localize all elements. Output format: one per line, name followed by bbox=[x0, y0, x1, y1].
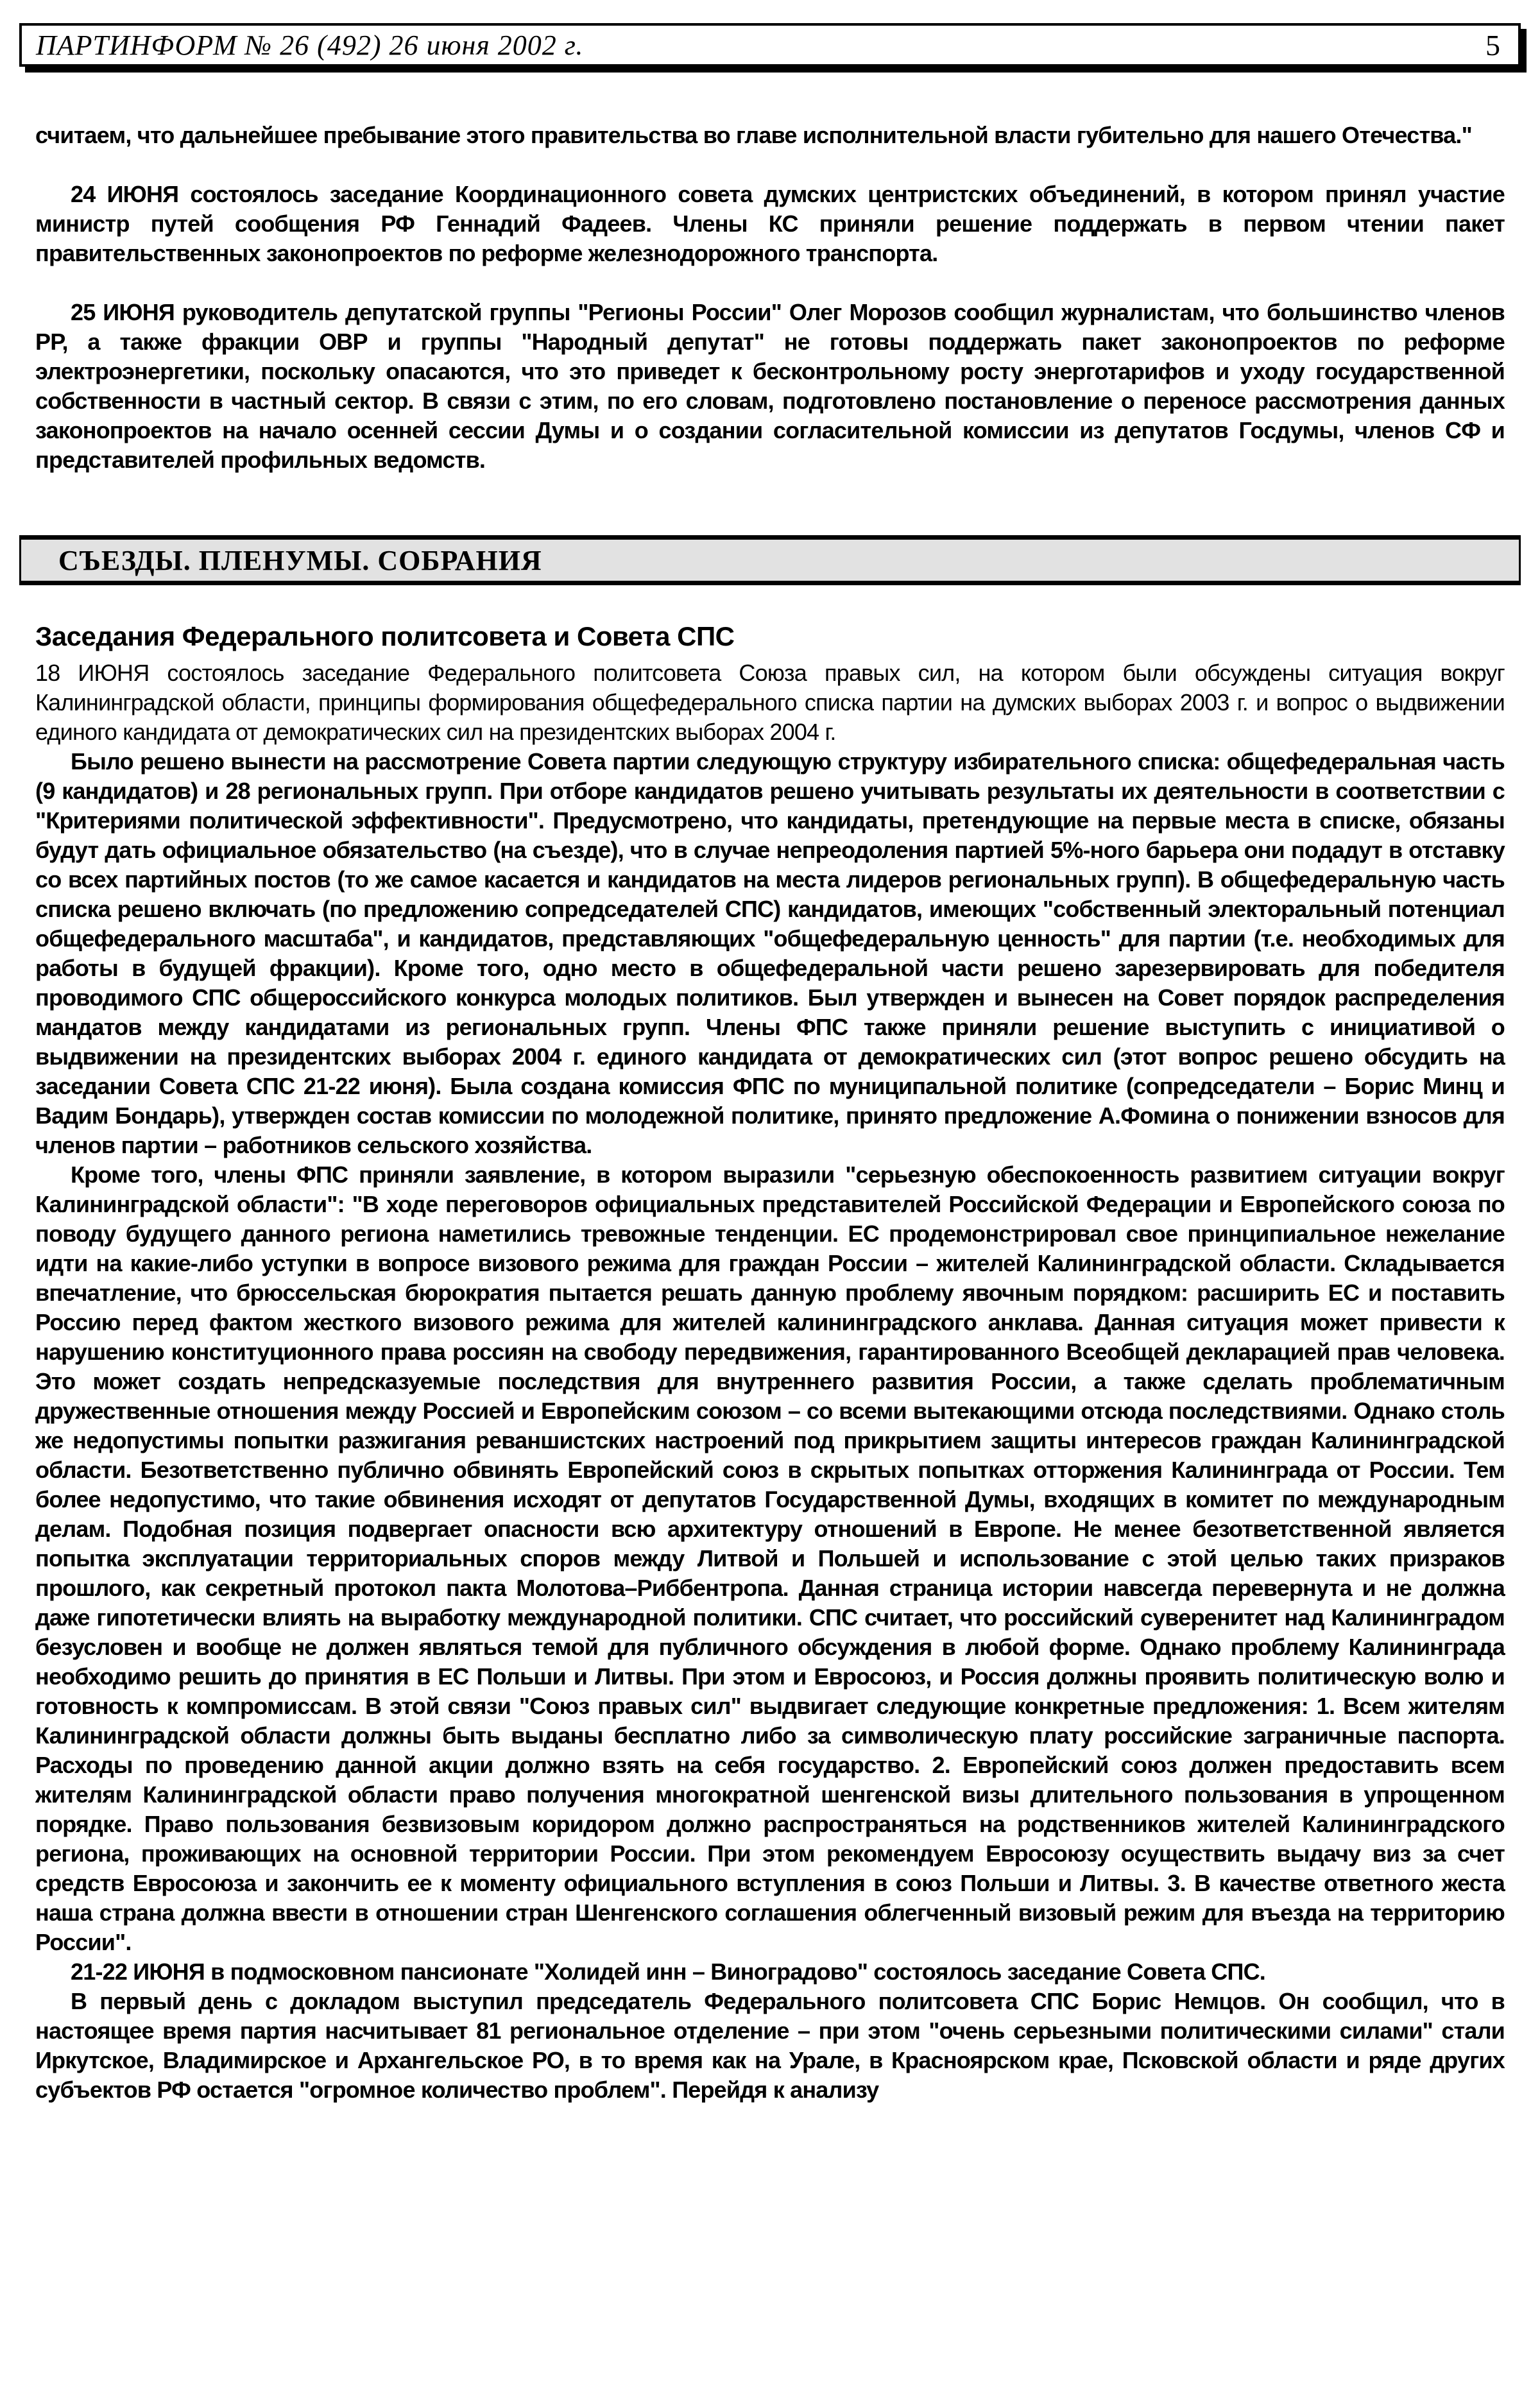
paragraph-june21-22: 21-22 ИЮНЯ в подмосковном пансионате "Холидей инн – Виноградово" состоялось заседание Совета СПС. bbox=[71, 1958, 1265, 1985]
section-title: СЪЕЗДЫ. ПЛЕНУМЫ. СОБРАНИЯ bbox=[58, 544, 542, 576]
masthead bbox=[19, 23, 1521, 67]
article bbox=[19, 621, 1521, 2105]
page-number: 5 bbox=[1485, 28, 1500, 62]
article-heading: Заседания Федерального политсовета и Совета СПС bbox=[35, 621, 735, 651]
section-banner bbox=[19, 535, 1521, 585]
paragraph-decision: Было решено вынести на рассмотрение Совета партии следующую структуру избирательного списка: общефедеральная часть (9 кандидатов) и 28 региональных групп. При отборе кандидатов решено учитывать результаты их деятельности в соответствии с "Критериями политической эффективности". Предусмотрено, что кандидаты, претендующие на первые места в списке, обязаны будут дать официальное обязательство (на съезде), что в случае непреодоления партией 5%-ного барьера они подадут в отставку со всех партийных постов (то же самое касается и кандидатов на места лидеров региональных групп). В общефедеральную часть списка решено включать (по предложению сопредседателей СПС) кандидатов, имеющих "собственный электоральный потенциал общефедерального масштаба", и кандидатов, представляющих "общефедеральную ценность" для партии (т.е. необходимых для работы в будущей фракции). Кроме того, одно место в общефедеральной части решено зарезервировать для победителя проводимого СПС общероссийского конкурса молодых политиков. Был утвержден и вынесен на Совет порядок распределения мандатов между кандидатами из региональных групп. Члены ФПС также приняли решение выступить с инициативой о выдвижении на президентских выборах 2004 г. единого кандидата от демократических сил (этот вопрос решено обсудить на заседании Совета СПС 21-22 июня). Была создана комиссия ФПС по муниципальной политике (сопредседатели – Борис Минц и Вадим Бондарь), утвержден состав комиссии по молодежной политике, принято предложение А.Фомина о понижении взносов для членов партии – работников сельского хозяйства. bbox=[35, 748, 1505, 1158]
paragraph-statement: Кроме того, члены ФПС приняли заявление, в котором выразили "серьезную обеспокоенность развитием ситуации вокруг Калининградской области": "В ходе переговоров официальных представителей Российской Федерации и Европейского союза по поводу будущего данного региона наметились тревожные тенденции. ЕС продемонстрировал свое принципиальное нежелание идти на какие-либо уступки в вопросе визового режима для граждан России – жителей Калининградской области. Складывается впечатление, что брюссельская бюрократия пытается решать данную проблему явочным порядком: расширить ЕС и поставить Россию перед фактом жесткого визового режима для жителей калининградского анклава. Данная ситуация может привести к нарушению конституционного права россиян на свободу передвижения, гарантированного Всеобщей декларацией прав человека. Это может создать непредсказуемые последствия для внутреннего развития России, а также сделать проблематичным дружественные отношения между Россией и Европейским союзом – со всеми вытекающими отсюда последствиями. Однако столь же недопустимы попытки разжигания реваншистских настроений под прикрытием защиты интересов граждан Калининградской области. Безответственно публично обвинять Европейский союз в скрытых попытках отторжения Калининграда от России. Тем более недопустимо, что такие обвинения исходят от депутатов Государственной Думы, входящих в комитет по международным делам. Подобная позиция подвергает опасности всю архитектуру отношений в Европе. Не менее безответственной является попытка эксплуатации территориальных споров между Литвой и Польшей и использование с этой целью таких призраков прошлого, как секретный протокол пакта Молотова–Риббентропа. Данная страница истории навсегда перевернута и не должна даже гипотетически влиять на выработку международной политики. СПС считает, что российский суверенитет над Калининградом безусловен и вообще не должен являться темой для публичного обсуждения в любой форме. Однако проблему Калининграда необходимо решить до принятия в ЕС Польши и Литвы. При этом и Евросоюз, и Россия должны проявить политическую волю и готовность к компромиссам. В этой связи "Союз правых сил" выдвигает следующие конкретные предложения: 1. Всем жителям Калининградской области должны быть выданы бесплатно либо за символическую плату российские заграничные паспорта. Расходы по проведению данной акции должно взять на себя государство. 2. Европейский союз должен предоставить всем жителям Калининградской области право получения многократной шенгенской визы длительного пользования в упрощенном порядке. Право пользования безвизовым коридором должно распространяться на родственников жителей Калининградского региона, проживающих на основной территории России. При этом рекомендуем Евросоюзу осуществить выдачу виз за счет средств Евросоюза и закончить ее к моменту официального вступления в союз Польши и Литвы. 3. В качестве ответного жеста наша страна должна ввести в отношении стран Шенгенского соглашения облегченный визовый режим для въезда на территорию России". bbox=[35, 1161, 1505, 1955]
paragraph-first-day: В первый день с докладом выступил председатель Федерального политсовета СПС Борис Немцов. Он сообщил, что в настоящее время партия насчитывает 81 региональное отделение – при этом "очень серьезными политическими силами" стали Иркутское, Владимирское и Архангельское РО, в то время как на Урале, в Красноярском крае, Псковской области и ряде других субъектов РФ остается "огромное количество проблем". Перейдя к анализу bbox=[35, 1988, 1505, 2103]
issue-title: ПАРТИНФОРМ № 26 (492) 26 июня 2002 г. bbox=[36, 29, 584, 61]
paragraph-june24: 24 ИЮНЯ состоялось заседание Координационного совета думских центристских объединений, в котором принял участие министр путей сообщения РФ Геннадий Фадеев. Члены КС приняли решение поддержать в первом чтении пакет правительственных законопроектов по реформе железнодорожного транспорта. bbox=[35, 181, 1505, 266]
paragraph-june25: 25 ИЮНЯ руководитель депутатской группы "Регионы России" Олег Морозов сообщил журналистам, что большинство членов РР, а также фракции ОВР и группы "Народный депутат" не готовы поддержать пакет законопроектов по реформе электроэнергетики, поскольку опасаются, что это приведет к бесконтрольному росту энерготарифов и уходу государственной собственности в частный сектор. В связи с этим, по его словам, подготовлено постановление о переносе рассмотрения данных законопроектов на начало осенней сессии Думы и о создании согласительной комиссии из депутатов Госдумы, членов СФ и представителей профильных ведомств. bbox=[35, 299, 1505, 473]
paragraph-june18: 18 ИЮНЯ состоялось заседание Федерального политсовета Союза правых сил, на котором были обсуждены ситуация вокруг Калининградской области, принципы формирования общефедерального списка партии на думских выборах 2003 г. и вопрос о выдвижении единого кандидата от демократических сил на президентских выборах 2004 г. bbox=[35, 660, 1505, 745]
paragraph-continuation: считаем, что дальнейшее пребывание этого правительства во главе исполнительной власти губительно для нашего Отечества." bbox=[35, 122, 1472, 148]
